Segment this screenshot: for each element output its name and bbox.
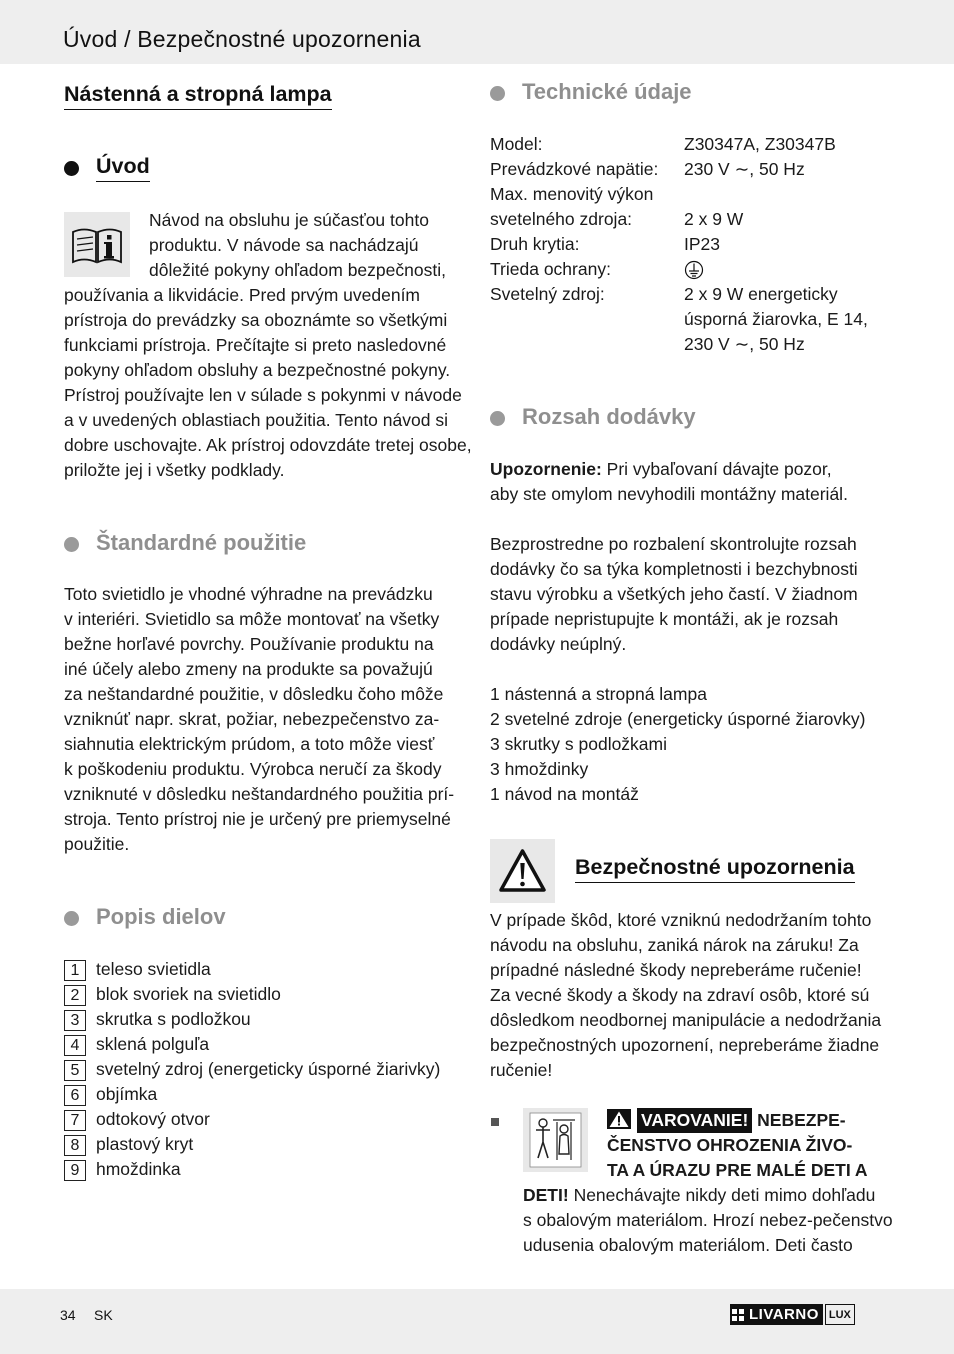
- logo-grid-icon: [732, 1309, 744, 1321]
- section-bullet: [64, 161, 79, 176]
- logo-lux: LUX: [825, 1304, 855, 1325]
- tech-value: 2 x 9 W: [684, 209, 744, 229]
- tech-value: Z30347A, Z30347B: [684, 134, 836, 154]
- tech-label: Svetelný zdroj:: [490, 284, 605, 304]
- safety-line: ručenie!: [490, 1060, 553, 1080]
- part-label: teleso svietidla: [96, 959, 211, 979]
- scope-check-line: stavu výrobku a všetkých jeho častí. V žiadnom: [490, 584, 858, 604]
- warning-line: [607, 1108, 846, 1136]
- brand-logo: [730, 1304, 855, 1325]
- intro-line: dôležité pokyny ohľadom bezpečnosti,: [149, 260, 446, 280]
- tech-value: 230 V ∼, 50 Hz: [684, 159, 805, 179]
- standard-line: siahnutia elektrickým prúdom, a toto môže viesť: [64, 734, 435, 754]
- section-bullet: [490, 411, 505, 426]
- scope-item: 3 hmoždinky: [490, 759, 589, 779]
- safety-line: bezpečnostných upozornení, nepreberáme žiadne: [490, 1035, 880, 1055]
- tech-value: úsporná žiarovka, E 14,: [684, 309, 868, 329]
- warning-line: [523, 1183, 875, 1208]
- info-book-icon: [64, 212, 130, 277]
- part-label: svetelný zdroj (energeticky úsporné žiarivky): [96, 1059, 441, 1079]
- safety-heading: Bezpečnostné upozornenia: [575, 855, 855, 883]
- warning-title-part: NEBEZPE-: [757, 1110, 846, 1130]
- standard-line: vzniknuté v dôsledku neštandardného použitia prí-: [64, 784, 455, 804]
- warning-line: TA A ÚRAZU PRE MALÉ DETI A: [607, 1160, 868, 1180]
- safety-line: návodu na obsluhu, zaniká nárok na záruku! Za: [490, 935, 859, 955]
- warning-bold: DETI!: [523, 1185, 569, 1205]
- scope-item: 1 nástenná a stropná lampa: [490, 684, 707, 704]
- logo-text: LIVARNO: [749, 1306, 819, 1323]
- standard-line: použitie.: [64, 834, 130, 854]
- page-header: [0, 0, 954, 64]
- small-warning-icon: [607, 1109, 631, 1136]
- part-number: 4: [64, 1035, 86, 1056]
- standard-line: v interiéri. Svietidlo sa môže montovať na všetky: [64, 609, 440, 629]
- part-label: odtokový otvor: [96, 1109, 210, 1129]
- part-number: 1: [64, 960, 86, 981]
- page-number: 34: [60, 1307, 76, 1323]
- part-number: 8: [64, 1135, 86, 1156]
- note-text: Pri vybaľovaní dávajte pozor,: [601, 459, 832, 479]
- safety-line: prípadné následné škody nepreberáme ručenie!: [490, 960, 862, 980]
- standard-line: bežne horľavé povrchy. Používanie produktu na: [64, 634, 434, 654]
- intro-line: používania a likvidácie. Pred prvým uvedením: [64, 285, 421, 305]
- scope-item: 1 návod na montáž: [490, 784, 639, 804]
- part-label: objímka: [96, 1084, 158, 1104]
- product-title: Nástenná a stropná lampa: [64, 82, 332, 110]
- intro-line: dobre uschovajte. Ak prístroj odovzdáte tretej osobe,: [64, 435, 472, 455]
- child-hazard-icon: [523, 1108, 588, 1172]
- scope-item: 2 svetelné zdroje (energeticky úsporné žiarovky): [490, 709, 866, 729]
- tech-value: 2 x 9 W energeticky: [684, 284, 838, 304]
- part-number: 3: [64, 1010, 86, 1031]
- standard-line: iné účely alebo zmeny na produkte sa považujú: [64, 659, 433, 679]
- warning-line: ČENSTVO OHROZENIA ŽIVO-: [607, 1135, 853, 1155]
- tech-label: svetelného zdroja:: [490, 209, 633, 229]
- part-label: hmoždinka: [96, 1159, 181, 1179]
- tech-value: 230 V ∼, 50 Hz: [684, 334, 805, 354]
- standard-line: stroja. Tento prístroj nie je určený pre priemyselné: [64, 809, 451, 829]
- tech-label: Max. menovitý výkon: [490, 184, 654, 204]
- intro-line: Návod na obsluhu je súčasťou tohto: [149, 210, 429, 230]
- scope-note-line: aby ste omylom nevyhodili montážny materiál.: [490, 484, 848, 504]
- intro-line: a v uvedených oblastiach použitia. Tento návod si: [64, 410, 448, 430]
- language-code: SK: [94, 1307, 113, 1323]
- scope-check-line: dodávky čo sa týka kompletnosti i bezchybnosti: [490, 559, 858, 579]
- scope-check-line: dodávky neúplný.: [490, 634, 627, 654]
- part-number: 9: [64, 1160, 86, 1181]
- part-number: 6: [64, 1085, 86, 1106]
- safety-line: Za vecné škody a škody na zdraví osôb, ktoré sú: [490, 985, 870, 1005]
- section-bullet: [64, 537, 79, 552]
- warning-text: Nenechávajte nikdy deti mimo dohľadu: [568, 1185, 876, 1205]
- intro-heading: Úvod: [96, 154, 150, 182]
- warning-triangle-icon: [490, 839, 555, 903]
- protection-class-earth-icon: [684, 260, 704, 280]
- intro-line: priložte jej i všetky podklady.: [64, 460, 285, 480]
- parts-heading: Popis dielov: [96, 904, 226, 929]
- warning-line: s obalovým materiálom. Hrozí nebez-pečenstvo: [523, 1210, 893, 1230]
- part-label: blok svoriek na svietidlo: [96, 984, 281, 1004]
- square-bullet-icon: [491, 1118, 499, 1126]
- tech-label: Trieda ochrany:: [490, 259, 611, 279]
- standard-line: Toto svietidlo je vhodné výhradne na prevádzku: [64, 584, 433, 604]
- note-label: Upozornenie:: [490, 459, 602, 479]
- part-number: 5: [64, 1060, 86, 1081]
- warning-line: udusenia obalovým materiálom. Deti často: [523, 1235, 853, 1255]
- standard-line: za neštandardné použitie, v dôsledku čoho môže: [64, 684, 444, 704]
- tech-label: Model:: [490, 134, 543, 154]
- part-label: skrutka s podložkou: [96, 1009, 251, 1029]
- section-bullet: [490, 86, 505, 101]
- standard-line: k poškodeniu produktu. Výrobca neručí za škody: [64, 759, 442, 779]
- part-label: sklená polguľa: [96, 1034, 210, 1054]
- tech-label: Druh krytia:: [490, 234, 580, 254]
- part-label: plastový kryt: [96, 1134, 194, 1154]
- intro-line: funkciami prístroja. Prečítajte si preto nasledovné: [64, 335, 447, 355]
- warning-tag: VAROVANIE!: [637, 1108, 752, 1133]
- scope-check-line: prípade nepristupujte k montáži, ak je rozsah: [490, 609, 839, 629]
- intro-line: produktu. V návode sa nachádzajú: [149, 235, 419, 255]
- safety-line: dôsledkom neodbornej manipulácie a nedodržania: [490, 1010, 882, 1030]
- intro-line: pokyny ohľadom obsluhy a bezpečnostné pokyny.: [64, 360, 451, 380]
- tech-value: IP23: [684, 234, 720, 254]
- page-title: Úvod / Bezpečnostné upozornenia: [63, 26, 421, 52]
- intro-line: Prístroj používajte len v súlade s pokynmi v návode: [64, 385, 462, 405]
- scope-item: 3 skrutky s podložkami: [490, 734, 668, 754]
- scope-note: [490, 457, 832, 482]
- standard-line: vzniknúť napr. skrat, požiar, nebezpečenstvo za-: [64, 709, 440, 729]
- part-number: 7: [64, 1110, 86, 1131]
- scope-check-line: Bezprostredne po rozbalení skontrolujte rozsah: [490, 534, 857, 554]
- tech-label: Prevádzkové napätie:: [490, 159, 659, 179]
- part-number: 2: [64, 985, 86, 1006]
- scope-heading: Rozsah dodávky: [522, 404, 696, 429]
- safety-line: V prípade škôd, ktoré vzniknú nedodržaním tohto: [490, 910, 872, 930]
- intro-line: prístroja do prevádzky sa oboznámte so všetkými: [64, 310, 448, 330]
- standard-use-heading: Štandardné použitie: [96, 530, 307, 555]
- logo-main: [730, 1304, 823, 1325]
- section-bullet: [64, 911, 79, 926]
- tech-heading: Technické údaje: [522, 79, 692, 104]
